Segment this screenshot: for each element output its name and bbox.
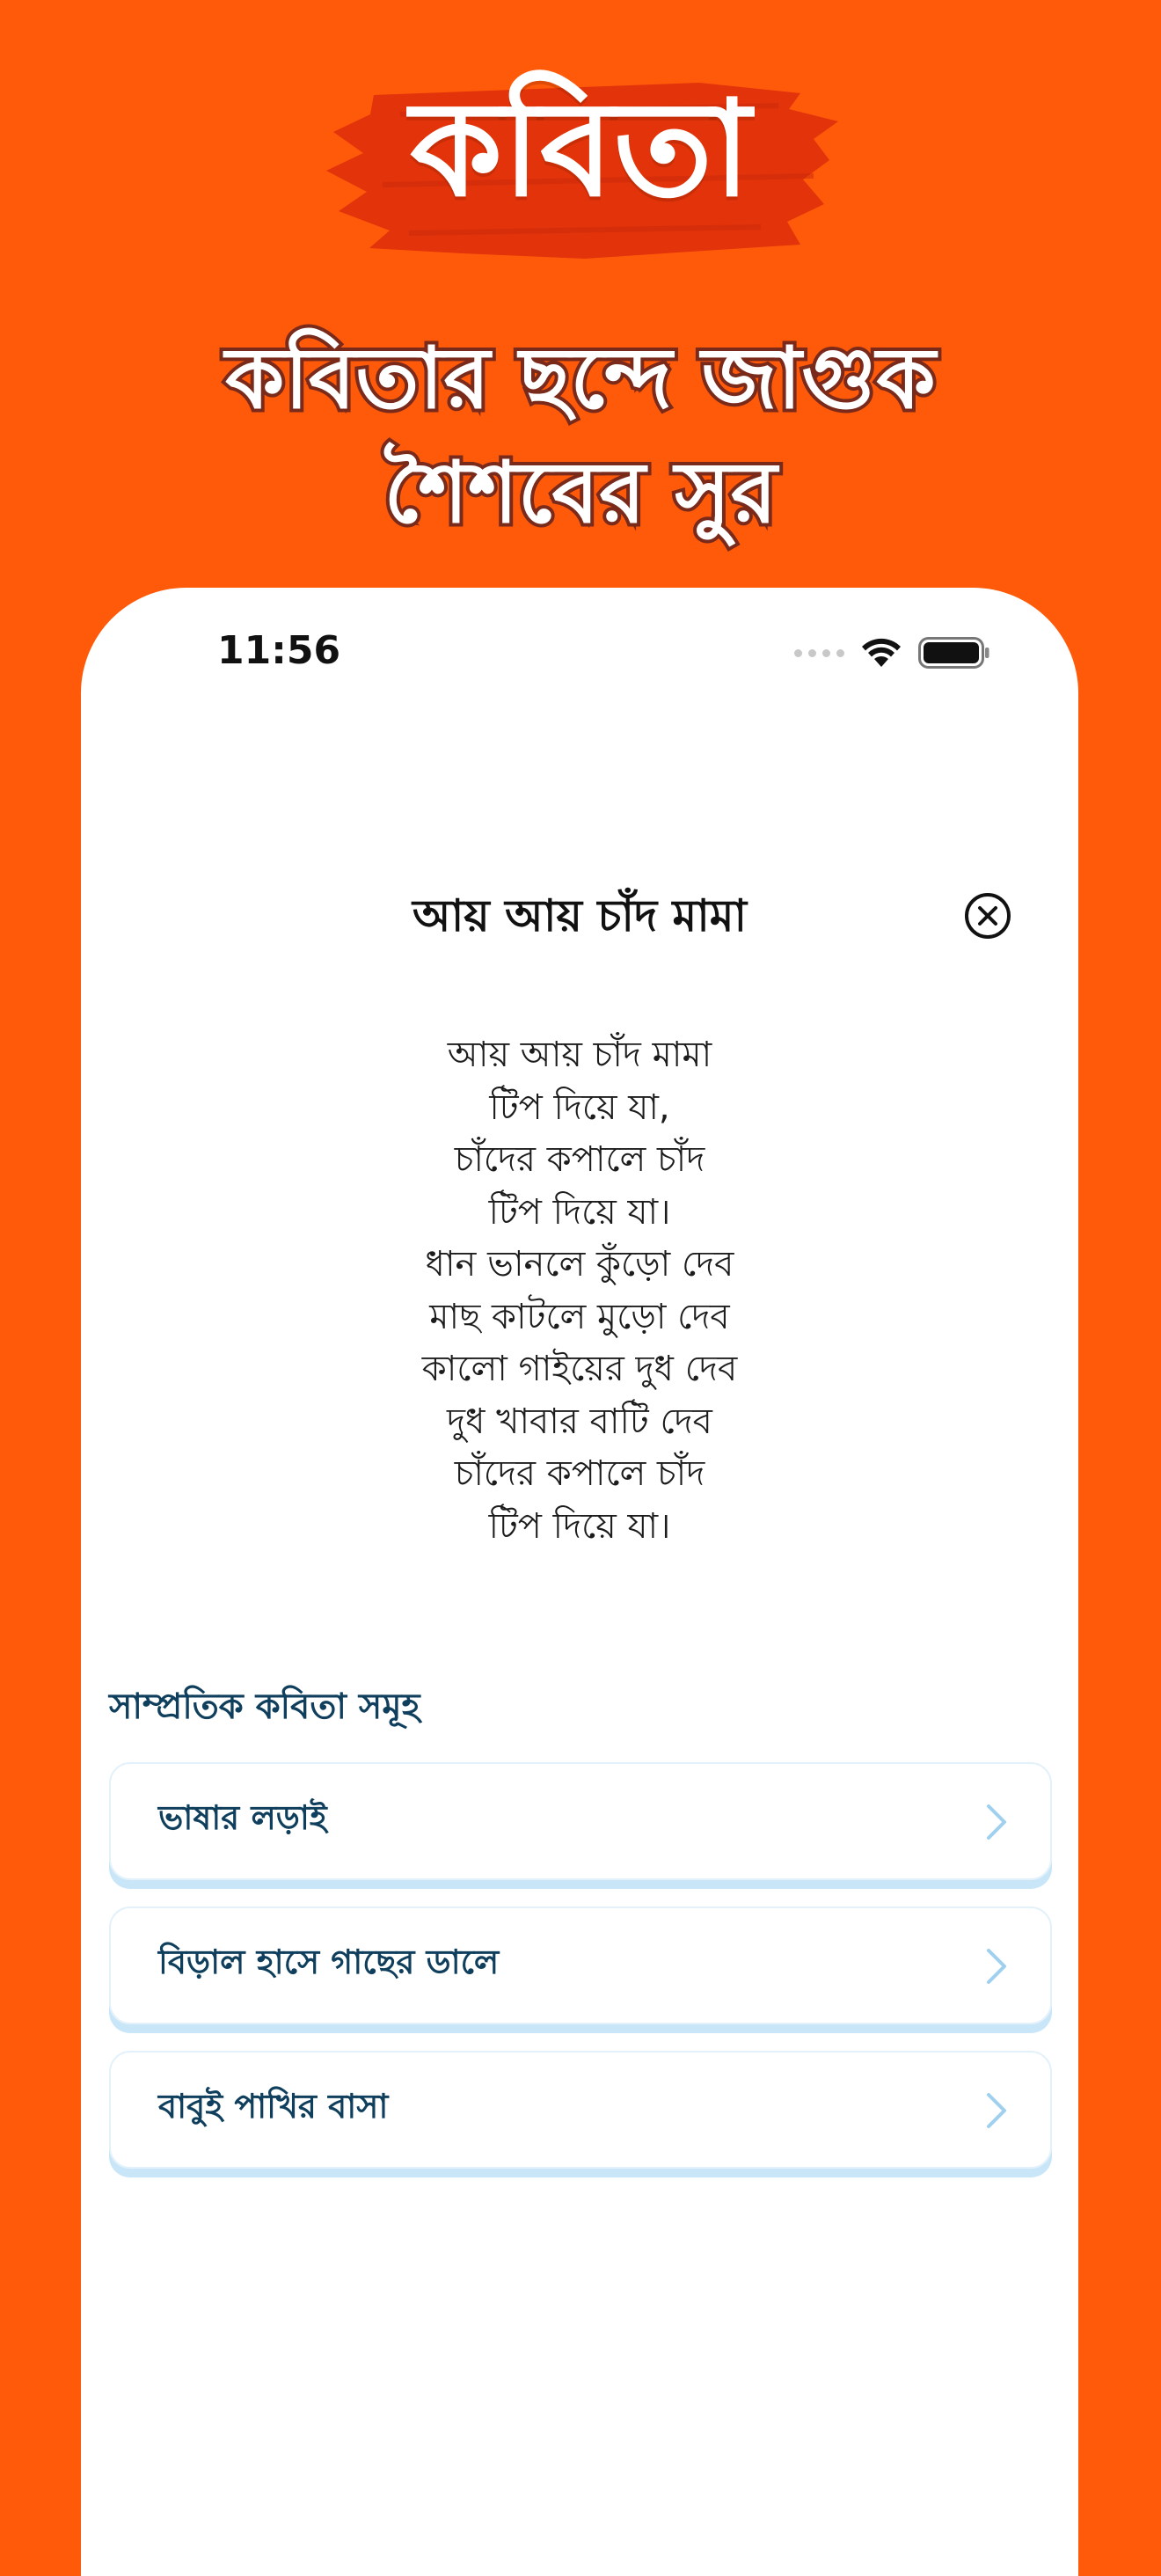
status-time: 11:56 <box>217 628 341 673</box>
phone-screen <box>81 588 1078 2576</box>
promo-header <box>0 0 1161 581</box>
recent-poem-item[interactable] <box>109 2051 1052 2169</box>
close-circle-icon <box>964 892 1011 940</box>
chevron-right-icon <box>985 1947 1008 1986</box>
poem-body <box>81 1029 1078 1553</box>
poem-line: টিপ দিয়ে যা, <box>489 1087 670 1128</box>
chevron-right-icon <box>985 1803 1008 1841</box>
poem-title: আয় আয় চাঁদ মামা <box>412 890 748 941</box>
tagline-line-1: কবিতার ছন্দে জাগুক <box>225 329 936 428</box>
chevron-right-icon <box>985 2091 1008 2130</box>
poem-line: টিপ দিয়ে যা। <box>488 1505 671 1547</box>
recent-poem-label: বাবুই পাখির বাসা <box>158 2087 389 2126</box>
status-icons <box>794 637 990 669</box>
close-button[interactable] <box>964 892 1011 940</box>
recent-poem-item[interactable] <box>109 1762 1052 1880</box>
recent-poem-label: বিড়াল হাসে গাছের ডালে <box>158 1943 500 1981</box>
tagline-line-2: শৈশবের সুর <box>383 443 778 542</box>
poem-line: চাঁদের কপালে চাঁদ <box>454 1453 705 1494</box>
signal-dots-icon <box>794 649 844 657</box>
poem-line: আয় আয় চাঁদ মামা <box>447 1035 712 1075</box>
poem-line: দুধ খাবার বাটি দেব <box>447 1401 712 1442</box>
recent-poem-item[interactable] <box>109 1906 1052 2024</box>
poem-line: টিপ দিয়ে যা। <box>488 1191 671 1233</box>
poem-line: কালো গাইয়ের দুধ দেব <box>421 1349 738 1389</box>
recent-poem-label: ভাষার লড়াই <box>158 1798 327 1837</box>
poem-line: মাছ কাটলে মুড়ো দেব <box>429 1296 730 1337</box>
recent-poems-list <box>109 1762 1052 2195</box>
wifi-icon <box>860 637 902 669</box>
poem-line: ধান ভানলে কুঁড়ো দেব <box>425 1244 734 1284</box>
brand-title: কবিতা <box>410 73 751 226</box>
battery-icon <box>918 637 990 669</box>
recent-poems-heading: সাম্প্রতিক কবিতা সমূহ <box>109 1687 420 1727</box>
poem-line: চাঁদের কপালে চাঁদ <box>454 1139 705 1180</box>
